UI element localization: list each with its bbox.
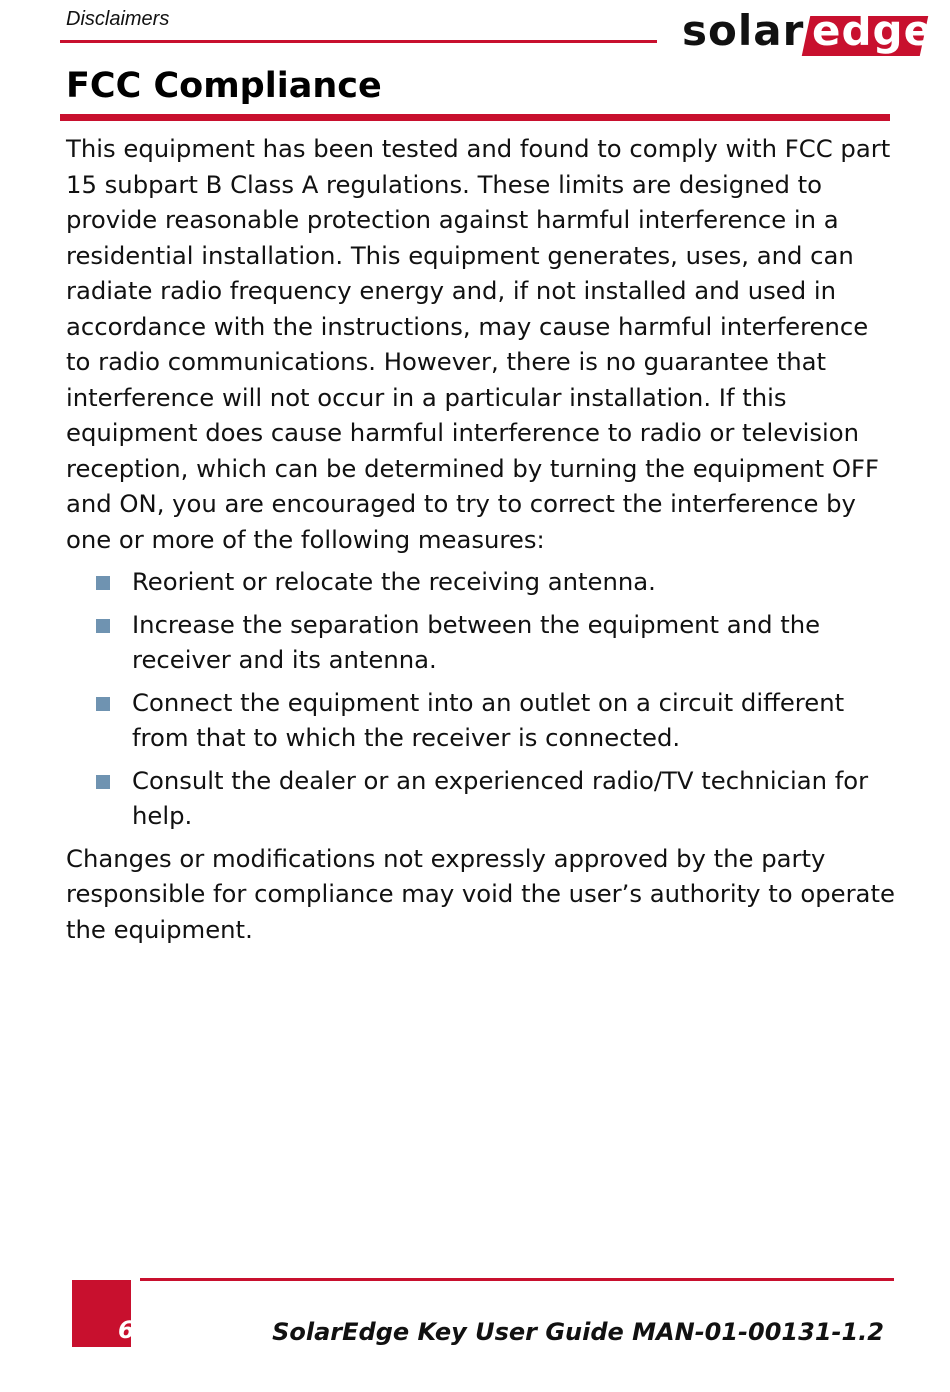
- square-bullet-icon: [96, 619, 110, 633]
- list-item-text: Consult the dealer or an experienced radio/TV technician for help.: [132, 765, 869, 830]
- running-header-section: Disclaimers: [66, 8, 170, 30]
- list-item-text: Increase the separation between the equipment and the receiver and its antenna.: [132, 609, 821, 674]
- list-item-text: Connect the equipment into an outlet on a circuit different from that to which the receiver is connected.: [132, 687, 845, 752]
- list-item: [66, 607, 896, 678]
- logo-edge-word: edge: [812, 6, 934, 55]
- list-item: [66, 685, 896, 756]
- list-item: [66, 564, 896, 600]
- page-title: FCC Compliance: [66, 66, 382, 106]
- square-bullet-icon: [96, 697, 110, 711]
- square-bullet-icon: [96, 576, 110, 590]
- list-item-text: Reorient or relocate the receiving antenna.: [132, 567, 656, 596]
- header-divider: [60, 40, 657, 43]
- measures-list: [66, 564, 896, 834]
- footer-document-title: SolarEdge Key User Guide MAN-01-00131-1.2: [272, 1318, 884, 1346]
- page-number: 6: [118, 1316, 135, 1344]
- solaredge-logo: [682, 8, 932, 56]
- logo-solar-word: solar: [682, 6, 805, 55]
- intro-paragraph: This equipment has been tested and found to comply with FCC part 15 subpart B Class A regulations. These limits are designed to provide reasonable protection against harmful interference in a residential installation. This equipment generates, uses, and can radiate radio frequency energy and, if not installed and used in accordance with the instructions, may cause harmful interference to radio communications. However, there is no guarantee that interference will not occur in a particular installation. If this equipment does cause harmful interference to radio or television reception, which can be determined by turning the equipment OFF and ON, you are encouraged to try to correct the interference by one or more of the following measures:: [66, 134, 891, 554]
- document-body: [66, 131, 896, 947]
- closing-paragraph: Changes or modifications not expressly approved by the party responsible for compliance may void the user’s authority to operate the equipment.: [66, 843, 895, 944]
- footer-divider: [140, 1278, 894, 1281]
- square-bullet-icon: [96, 775, 110, 789]
- list-item: [66, 763, 896, 834]
- title-divider: [60, 114, 890, 121]
- page-tab-underline: [72, 1345, 131, 1347]
